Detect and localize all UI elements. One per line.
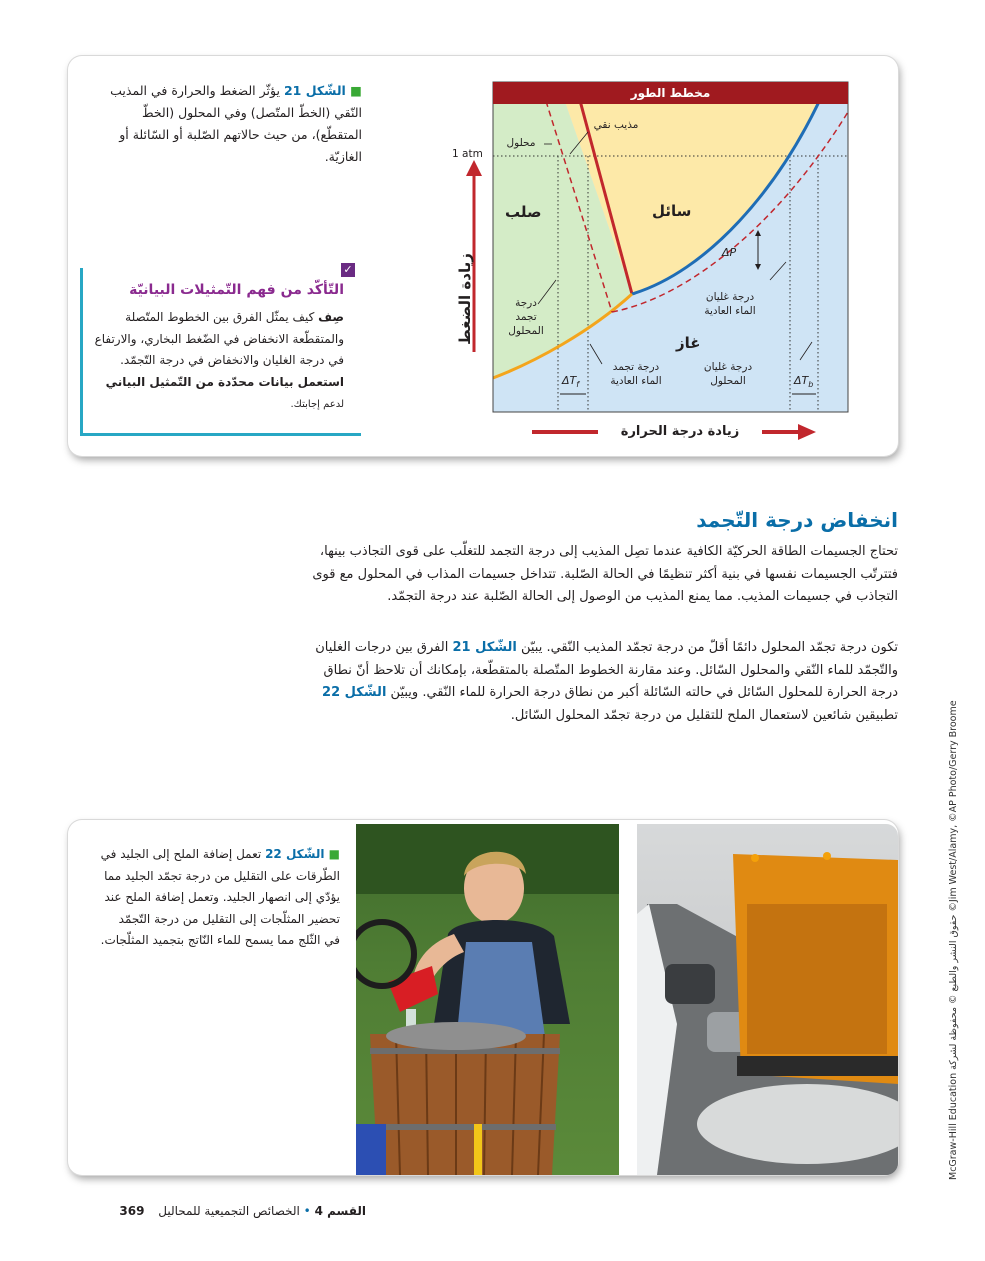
- figure-22-caption-lead: ■ الشّكل 22: [265, 847, 340, 861]
- ice-cream-photo: [356, 824, 619, 1175]
- check-box-text: كيف يمثّل الفرق بين الخطوط المتّصلة والمتقطّعة الانخفاض في الضّغط البخاري، والارتفاع في درجة الغليان والانخفاض في درجة التّجمّد.: [94, 310, 344, 367]
- check-box-body: [90, 307, 344, 416]
- paragraph-2-part-c: تطبيقين شائعين لاستعمال الملح للتقليل من درجة تجمّد المحلول السّائل.: [510, 707, 898, 723]
- y-axis-label: زيادة الضغط: [456, 253, 474, 345]
- ice-cream-photo-art: [356, 824, 619, 1175]
- fp-water-label: درجة تجمد الماء العادية: [610, 361, 662, 387]
- figure-22-caption-body: تعمل إضافة الملح إلى الجليد في الطّرقات على التقليل من درجة تجمّد الجليد مما يؤدّي إلى انصهار الجليد. وتعمل إضافة الملح عند تحضير المثلّجات إلى التقليل من درجة التّجمّد في الثّلج مما يسمح للماء النّاتج بتجميد المثلّجات.: [100, 847, 340, 947]
- paragraph-2-part-b: الفرق بين درجات الغليان والتّجمّد للماء النّقي والمحلول السّائل. وعند مقارنة الخطوط المتّصلة بالمتقطّعة، بإمكانك أن تلاحظ أنّ نطاق درجة الحرارة للمحلول السّائل في حالته السّائلة أكبر من نطاق درجة الحرارة للماء النّقي. ويبيّن: [315, 640, 898, 700]
- x-axis-label: زيادة درجة الحرارة: [620, 424, 740, 439]
- checkbox-icon: ✓: [341, 263, 355, 277]
- blue-crate: [356, 1124, 386, 1175]
- footer-section-label: القسم 4: [314, 1204, 366, 1218]
- delta-tf-label-main: ΔT: [562, 374, 577, 387]
- figure-21-caption-lead: ■ الشّكل 21: [283, 83, 362, 98]
- truck-light-1: [751, 854, 759, 862]
- delta-tf-label-sub: f: [576, 380, 580, 390]
- check-box-emph: استعمل بيانات محدّدة من التّمثيل البياني: [105, 374, 344, 389]
- paragraph-2-fig21-ref: الشّكل 21: [452, 640, 517, 655]
- figure-21-caption: [96, 80, 362, 168]
- solid-label: صلب: [505, 203, 542, 221]
- pure-solvent-label: مذيب نقي: [593, 119, 639, 131]
- x-axis-arrowhead: [798, 424, 816, 440]
- section-heading: انخفاض درجة التّجمد: [696, 508, 898, 532]
- salt-truck-photo-art: [637, 824, 898, 1175]
- paragraph-2-part-a: تكون درجة تجمّد المحلول دائمًا أقلّ من درجة تجمّد المذيب النّقي. يبيّن: [520, 640, 898, 655]
- footer-page-number: 369: [119, 1204, 145, 1218]
- diagram-title: مخطط الطور: [630, 86, 711, 100]
- footer-bullet: •: [303, 1204, 311, 1218]
- delta-tb-label-main: ΔT: [794, 374, 809, 387]
- fp-solution-label: درجة تجمد المحلول: [508, 297, 544, 337]
- delta-tf-label: [562, 374, 579, 389]
- footer-section-title: الخصائص التجميعية للمحاليل: [158, 1204, 300, 1218]
- canister-lid: [386, 1022, 526, 1050]
- truck-frame: [747, 904, 887, 1054]
- check-box-title: التّأكّد من فهم التّمثيلات البيانيّة: [129, 282, 344, 298]
- phase-diagram: [440, 72, 880, 452]
- machine-wheel: [356, 922, 414, 986]
- section-paragraph-1: تحتاج الجسيمات الطاقة الحركيّة الكافية عندما تصِل المذيب إلى درجة التجمد للتغلّب على قوى التجاذب بينها، فتترتّب الجسيمات نفسها في بنية أكثر تنظيمًا في الحالة الصّلبة. تتداخل جسيمات المذاب في المحلول مع قوى التجاذب في جسيمات المذيب. مما يمنع المذيب من الوصول إلى الحالة الصّلبة عند درجة التجمّد.: [312, 544, 898, 604]
- photo-credit: McGraw-Hill Education حقوق النشر والطبع © محفوظة لشركة ©Jim West/Alamy, ©AP Photo/Gerry Broome: [948, 700, 959, 1180]
- salt-truck-photo: [637, 824, 898, 1175]
- paragraph-2-fig22-ref: الشّكل 22: [322, 685, 387, 700]
- delta-p-label: ΔP: [722, 246, 737, 259]
- yellow-handle: [474, 1124, 482, 1175]
- red-cup: [388, 966, 438, 1012]
- bp-water-label: درجة غليان الماء العادية: [704, 291, 756, 317]
- figure-22-caption: [100, 844, 340, 952]
- section-paragraph-2: [302, 637, 898, 727]
- delta-tb-label: [794, 374, 813, 389]
- y-axis-arrowhead: [466, 160, 482, 176]
- check-box-verb: صِف: [318, 310, 344, 324]
- solution-label: محلول: [506, 137, 536, 149]
- check-box-tail: لدعم إجابتك.: [290, 399, 344, 410]
- truck-rear-beam: [737, 1056, 898, 1076]
- gas-label: غاز: [676, 334, 701, 352]
- figure-21-caption-body: يؤثّر الضغط والحرارة في المذيب النّقي (الخطّ المتّصل) وفي المحلول (الخطّ المتقطّع)، من حيث حالاتهم الصّلبة أو السّائلة أو الغازيّة.: [110, 83, 362, 164]
- car-1: [665, 964, 715, 1004]
- atm-label: 1 atm: [452, 148, 483, 160]
- page-footer: [66, 1200, 366, 1222]
- bucket-band-bottom: [374, 1124, 556, 1130]
- truck-light-2: [823, 852, 831, 860]
- liquid-label: سائل: [652, 202, 692, 220]
- bp-solution-label: درجة غليان المحلول: [703, 361, 753, 387]
- delta-tb-label-sub: b: [808, 380, 814, 390]
